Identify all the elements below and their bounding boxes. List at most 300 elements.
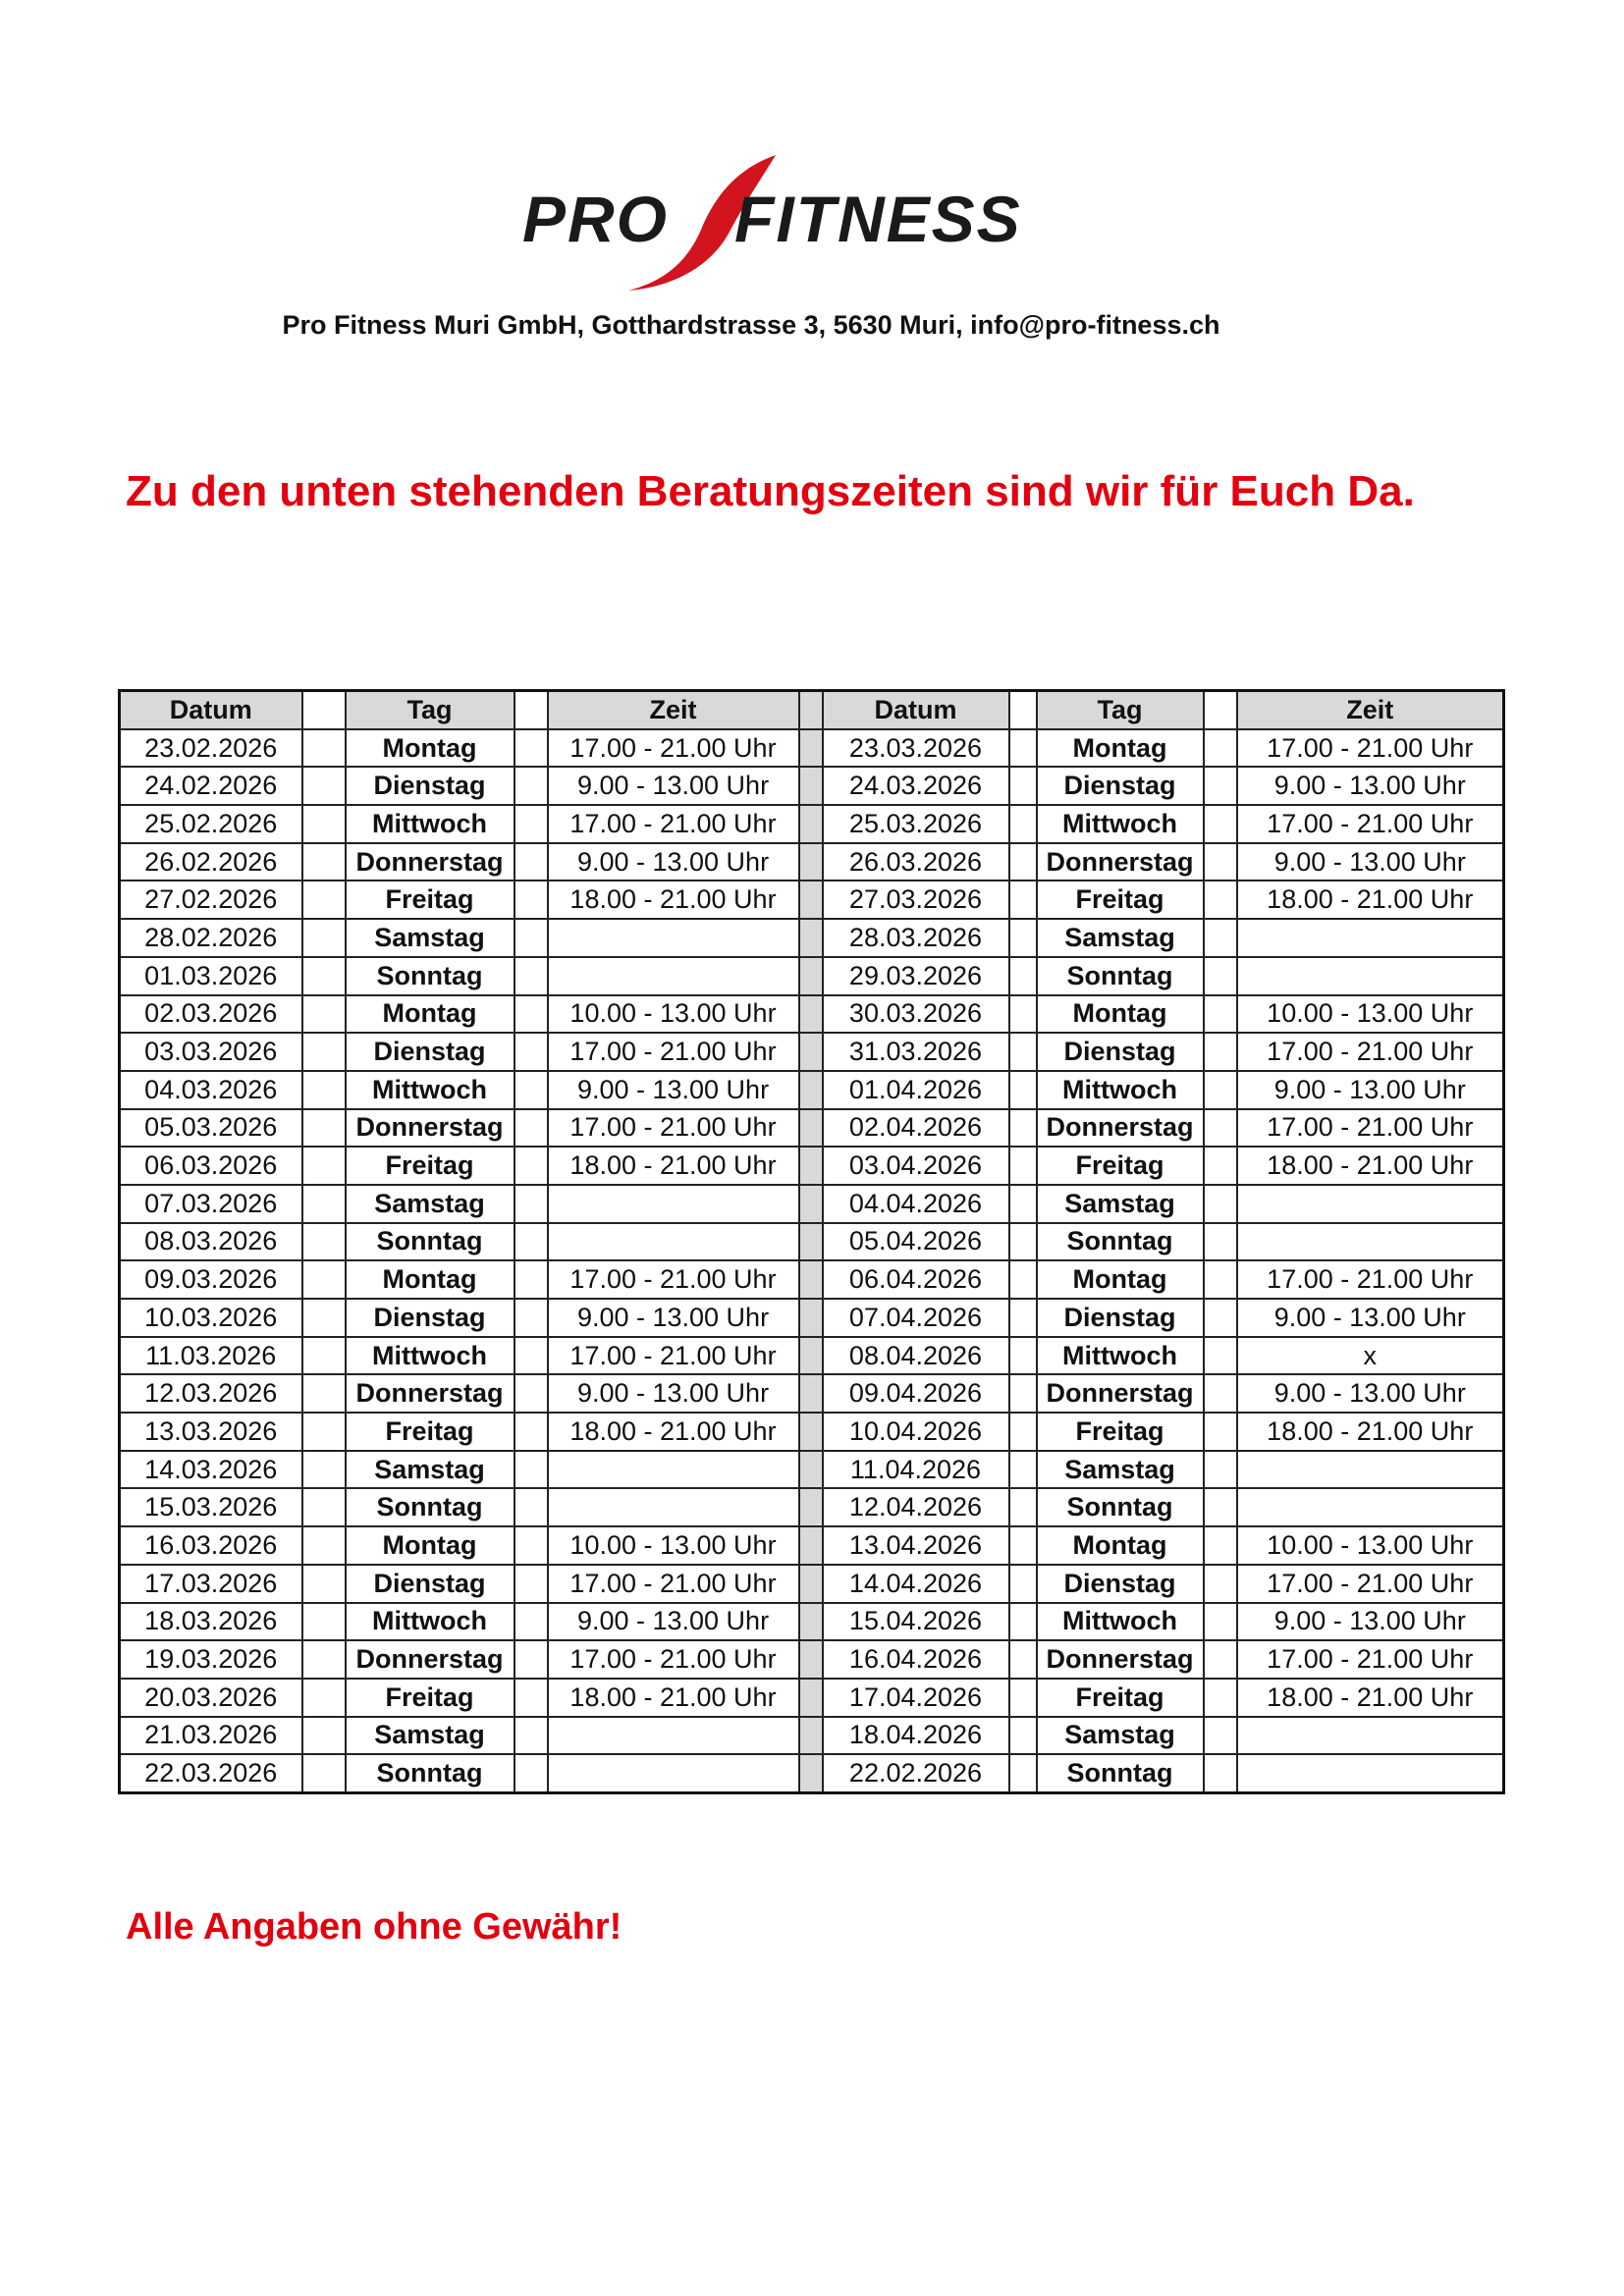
time-cell — [548, 1451, 799, 1489]
spacer-cell — [514, 1754, 548, 1792]
spacer-cell — [1009, 1754, 1037, 1792]
logo-text-fitness: FITNESS — [734, 183, 1022, 255]
spacer-cell — [514, 995, 548, 1034]
date-cell: 02.03.2026 — [120, 995, 302, 1034]
column-divider — [799, 1679, 823, 1717]
date-cell: 12.04.2026 — [823, 1488, 1009, 1526]
spacer-cell — [514, 1488, 548, 1526]
column-divider — [799, 1526, 823, 1565]
time-cell: 17.00 - 21.00 Uhr — [1237, 1260, 1504, 1299]
day-cell: Samstag — [346, 1451, 514, 1489]
time-cell — [548, 1488, 799, 1526]
day-cell: Sonntag — [1037, 1223, 1204, 1261]
spacer-cell — [514, 1109, 548, 1148]
day-cell: Freitag — [1037, 1413, 1204, 1451]
spacer-cell — [1204, 767, 1237, 805]
column-divider — [799, 1717, 823, 1755]
time-cell: 18.00 - 21.00 Uhr — [548, 881, 799, 919]
time-cell: 17.00 - 21.00 Uhr — [548, 805, 799, 843]
spacer-cell — [1204, 1565, 1237, 1603]
day-cell: Donnerstag — [346, 1640, 514, 1679]
date-cell: 04.04.2026 — [823, 1185, 1009, 1223]
spacer-cell — [1009, 1640, 1037, 1679]
time-cell: 18.00 - 21.00 Uhr — [548, 1679, 799, 1717]
time-cell — [1237, 1717, 1504, 1755]
spacer-cell — [302, 919, 346, 957]
spacer-cell — [1009, 691, 1037, 729]
spacer-cell — [514, 1033, 548, 1071]
spacer-cell — [1009, 843, 1037, 881]
table-row — [120, 1451, 1504, 1489]
time-cell: 17.00 - 21.00 Uhr — [1237, 1109, 1504, 1148]
time-cell: 17.00 - 21.00 Uhr — [548, 1640, 799, 1679]
spacer-cell — [1009, 1374, 1037, 1413]
time-cell: 17.00 - 21.00 Uhr — [548, 1109, 799, 1148]
spacer-cell — [1204, 805, 1237, 843]
spacer-cell — [1009, 1717, 1037, 1755]
spacer-cell — [302, 1071, 346, 1109]
spacer-cell — [1204, 1526, 1237, 1565]
table-row — [120, 1147, 1504, 1185]
table-row — [120, 1071, 1504, 1109]
day-cell: Dienstag — [346, 767, 514, 805]
spacer-cell — [302, 1488, 346, 1526]
day-cell: Sonntag — [1037, 957, 1204, 995]
spacer-cell — [1204, 957, 1237, 995]
spacer-cell — [514, 1147, 548, 1185]
column-divider — [799, 1109, 823, 1148]
spacer-cell — [514, 1185, 548, 1223]
time-cell: 18.00 - 21.00 Uhr — [548, 1147, 799, 1185]
spacer-cell — [514, 1071, 548, 1109]
time-cell: 9.00 - 13.00 Uhr — [548, 1299, 799, 1337]
date-cell: 02.04.2026 — [823, 1109, 1009, 1148]
date-cell: 22.03.2026 — [120, 1754, 302, 1792]
spacer-cell — [1009, 1488, 1037, 1526]
spacer-cell — [1204, 1185, 1237, 1223]
date-cell: 18.03.2026 — [120, 1603, 302, 1641]
spacer-cell — [302, 957, 346, 995]
column-divider — [799, 843, 823, 881]
day-cell: Samstag — [346, 1717, 514, 1755]
spacer-cell — [514, 1413, 548, 1451]
company-address: Pro Fitness Muri GmbH, Gotthardstrasse 3, 5630 Muri, info@pro-fitness.ch — [282, 310, 1220, 340]
time-cell: 10.00 - 13.00 Uhr — [1237, 1526, 1504, 1565]
spacer-cell — [1009, 1451, 1037, 1489]
spacer-cell — [1009, 957, 1037, 995]
day-cell: Donnerstag — [346, 1374, 514, 1413]
disclaimer: Alle Angaben ohne Gewähr! — [126, 1906, 623, 1948]
spacer-cell — [302, 805, 346, 843]
time-cell: 18.00 - 21.00 Uhr — [1237, 881, 1504, 919]
day-cell: Montag — [1037, 995, 1204, 1034]
spacer-cell — [1204, 1299, 1237, 1337]
column-divider — [799, 1185, 823, 1223]
header-tag: Tag — [346, 691, 514, 729]
spacer-cell — [514, 1603, 548, 1641]
time-cell: 10.00 - 13.00 Uhr — [548, 995, 799, 1034]
date-cell: 25.03.2026 — [823, 805, 1009, 843]
time-cell: 9.00 - 13.00 Uhr — [548, 1603, 799, 1641]
date-cell: 15.03.2026 — [120, 1488, 302, 1526]
spacer-cell — [514, 1260, 548, 1299]
spacer-cell — [1204, 1033, 1237, 1071]
time-cell — [548, 1717, 799, 1755]
spacer-cell — [302, 1679, 346, 1717]
date-cell: 09.03.2026 — [120, 1260, 302, 1299]
column-divider — [799, 1451, 823, 1489]
day-cell: Sonntag — [1037, 1754, 1204, 1792]
day-cell: Samstag — [1037, 1451, 1204, 1489]
spacer-cell — [1009, 1679, 1037, 1717]
spacer-cell — [302, 1603, 346, 1641]
day-cell: Samstag — [1037, 1717, 1204, 1755]
spacer-cell — [302, 1185, 346, 1223]
table-row — [120, 843, 1504, 881]
day-cell: Dienstag — [1037, 767, 1204, 805]
spacer-cell — [514, 843, 548, 881]
spacer-cell — [1204, 1337, 1237, 1375]
table-row — [120, 995, 1504, 1034]
spacer-cell — [514, 1299, 548, 1337]
day-cell: Samstag — [346, 919, 514, 957]
time-cell — [1237, 1754, 1504, 1792]
date-cell: 13.03.2026 — [120, 1413, 302, 1451]
time-cell — [548, 1754, 799, 1792]
spacer-cell — [302, 1754, 346, 1792]
time-cell: 10.00 - 13.00 Uhr — [548, 1526, 799, 1565]
day-cell: Dienstag — [1037, 1033, 1204, 1071]
time-cell — [1237, 957, 1504, 995]
table-row — [120, 1033, 1504, 1071]
spacer-cell — [1204, 1603, 1237, 1641]
spacer-cell — [514, 1451, 548, 1489]
time-cell — [1237, 1223, 1504, 1261]
time-cell: 9.00 - 13.00 Uhr — [548, 1071, 799, 1109]
day-cell: Donnerstag — [346, 843, 514, 881]
spacer-cell — [1204, 1260, 1237, 1299]
time-cell: 9.00 - 13.00 Uhr — [1237, 1603, 1504, 1641]
time-cell: 18.00 - 21.00 Uhr — [548, 1413, 799, 1451]
day-cell: Freitag — [346, 1679, 514, 1717]
time-cell: 17.00 - 21.00 Uhr — [548, 1260, 799, 1299]
date-cell: 05.04.2026 — [823, 1223, 1009, 1261]
date-cell: 25.02.2026 — [120, 805, 302, 843]
date-cell: 27.02.2026 — [120, 881, 302, 919]
table-row — [120, 957, 1504, 995]
spacer-cell — [514, 1717, 548, 1755]
spacer-cell — [1009, 767, 1037, 805]
spacer-cell — [1204, 1717, 1237, 1755]
spacer-cell — [514, 881, 548, 919]
day-cell: Freitag — [346, 1147, 514, 1185]
header-zeit: Zeit — [548, 691, 799, 729]
date-cell: 01.04.2026 — [823, 1071, 1009, 1109]
day-cell: Mittwoch — [346, 1603, 514, 1641]
table-row — [120, 1223, 1504, 1261]
time-cell — [548, 957, 799, 995]
table-row — [120, 1565, 1504, 1603]
spacer-cell — [1204, 843, 1237, 881]
date-cell: 27.03.2026 — [823, 881, 1009, 919]
day-cell: Montag — [346, 1260, 514, 1299]
spacer-cell — [1009, 1109, 1037, 1148]
time-cell — [548, 1223, 799, 1261]
date-cell: 31.03.2026 — [823, 1033, 1009, 1071]
time-cell — [548, 1185, 799, 1223]
date-cell: 24.02.2026 — [120, 767, 302, 805]
spacer-cell — [1204, 1640, 1237, 1679]
time-cell: 17.00 - 21.00 Uhr — [548, 729, 799, 768]
day-cell: Dienstag — [346, 1033, 514, 1071]
date-cell: 23.02.2026 — [120, 729, 302, 768]
date-cell: 26.03.2026 — [823, 843, 1009, 881]
time-cell — [1237, 1185, 1504, 1223]
date-cell: 07.04.2026 — [823, 1299, 1009, 1337]
spacer-cell — [302, 1451, 346, 1489]
table-row — [120, 1526, 1504, 1565]
date-cell: 07.03.2026 — [120, 1185, 302, 1223]
spacer-cell — [1204, 1147, 1237, 1185]
spacer-cell — [1009, 805, 1037, 843]
date-cell: 01.03.2026 — [120, 957, 302, 995]
date-cell: 11.03.2026 — [120, 1337, 302, 1375]
spacer-cell — [1204, 919, 1237, 957]
time-cell: 17.00 - 21.00 Uhr — [1237, 1640, 1504, 1679]
time-cell: 9.00 - 13.00 Uhr — [1237, 1299, 1504, 1337]
day-cell: Montag — [1037, 1526, 1204, 1565]
date-cell: 05.03.2026 — [120, 1109, 302, 1148]
spacer-cell — [302, 1033, 346, 1071]
date-cell: 28.03.2026 — [823, 919, 1009, 957]
time-cell: 9.00 - 13.00 Uhr — [1237, 1071, 1504, 1109]
day-cell: Donnerstag — [1037, 1109, 1204, 1148]
day-cell: Mittwoch — [1037, 1337, 1204, 1375]
time-cell: 18.00 - 21.00 Uhr — [1237, 1147, 1504, 1185]
date-cell: 03.03.2026 — [120, 1033, 302, 1071]
spacer-cell — [1204, 1451, 1237, 1489]
spacer-cell — [302, 1717, 346, 1755]
day-cell: Sonntag — [346, 1223, 514, 1261]
spacer-cell — [514, 729, 548, 768]
spacer-cell — [1009, 1185, 1037, 1223]
day-cell: Samstag — [1037, 919, 1204, 957]
column-divider — [799, 995, 823, 1034]
spacer-cell — [1009, 729, 1037, 768]
time-cell: 17.00 - 21.00 Uhr — [1237, 805, 1504, 843]
spacer-cell — [1009, 1260, 1037, 1299]
column-divider — [799, 691, 823, 729]
day-cell: Mittwoch — [1037, 805, 1204, 843]
spacer-cell — [302, 691, 346, 729]
date-cell: 08.04.2026 — [823, 1337, 1009, 1375]
column-divider — [799, 1374, 823, 1413]
date-cell: 14.03.2026 — [120, 1451, 302, 1489]
date-cell: 14.04.2026 — [823, 1565, 1009, 1603]
spacer-cell — [302, 1337, 346, 1375]
date-cell: 12.03.2026 — [120, 1374, 302, 1413]
day-cell: Dienstag — [1037, 1299, 1204, 1337]
header-zeit: Zeit — [1237, 691, 1504, 729]
spacer-cell — [302, 1260, 346, 1299]
column-divider — [799, 881, 823, 919]
date-cell: 21.03.2026 — [120, 1717, 302, 1755]
day-cell: Montag — [346, 729, 514, 768]
time-cell: 9.00 - 13.00 Uhr — [548, 767, 799, 805]
date-cell: 06.03.2026 — [120, 1147, 302, 1185]
spacer-cell — [1009, 1033, 1037, 1071]
day-cell: Freitag — [1037, 1147, 1204, 1185]
column-divider — [799, 1337, 823, 1375]
column-divider — [799, 1603, 823, 1641]
pro-fitness-logo — [518, 147, 1078, 294]
table-row — [120, 1337, 1504, 1375]
spacer-cell — [514, 767, 548, 805]
spacer-cell — [1009, 919, 1037, 957]
time-cell: x — [1237, 1337, 1504, 1375]
day-cell: Sonntag — [346, 1488, 514, 1526]
table-row — [120, 1374, 1504, 1413]
day-cell: Sonntag — [346, 1754, 514, 1792]
spacer-cell — [1204, 1679, 1237, 1717]
table-row — [120, 1603, 1504, 1641]
spacer-cell — [1009, 881, 1037, 919]
table-row — [120, 767, 1504, 805]
table-row — [120, 1488, 1504, 1526]
spacer-cell — [302, 1526, 346, 1565]
date-cell: 23.03.2026 — [823, 729, 1009, 768]
column-divider — [799, 1488, 823, 1526]
column-divider — [799, 1640, 823, 1679]
table-row — [120, 729, 1504, 768]
table-row — [120, 881, 1504, 919]
spacer-cell — [1009, 1071, 1037, 1109]
table-row — [120, 805, 1504, 843]
date-cell: 22.02.2026 — [823, 1754, 1009, 1792]
date-cell: 11.04.2026 — [823, 1451, 1009, 1489]
spacer-cell — [1009, 1147, 1037, 1185]
column-divider — [799, 1565, 823, 1603]
spacer-cell — [1009, 1337, 1037, 1375]
table-row — [120, 1299, 1504, 1337]
table-row — [120, 1109, 1504, 1148]
day-cell: Montag — [1037, 1260, 1204, 1299]
header-tag: Tag — [1037, 691, 1204, 729]
table-row — [120, 1260, 1504, 1299]
spacer-cell — [302, 729, 346, 768]
spacer-cell — [514, 1337, 548, 1375]
spacer-cell — [1009, 1603, 1037, 1641]
spacer-cell — [302, 1109, 346, 1148]
time-cell: 17.00 - 21.00 Uhr — [548, 1033, 799, 1071]
table-row — [120, 919, 1504, 957]
time-cell: 17.00 - 21.00 Uhr — [1237, 1033, 1504, 1071]
spacer-cell — [1009, 1526, 1037, 1565]
spacer-cell — [1009, 1565, 1037, 1603]
day-cell: Dienstag — [1037, 1565, 1204, 1603]
day-cell: Mittwoch — [1037, 1071, 1204, 1109]
spacer-cell — [302, 995, 346, 1034]
time-cell: 9.00 - 13.00 Uhr — [1237, 843, 1504, 881]
date-cell: 13.04.2026 — [823, 1526, 1009, 1565]
spacer-cell — [514, 1565, 548, 1603]
spacer-cell — [302, 1565, 346, 1603]
day-cell: Samstag — [1037, 1185, 1204, 1223]
time-cell: 17.00 - 21.00 Uhr — [548, 1565, 799, 1603]
day-cell: Freitag — [1037, 1679, 1204, 1717]
table-row — [120, 1640, 1504, 1679]
date-cell: 10.04.2026 — [823, 1413, 1009, 1451]
date-cell: 16.03.2026 — [120, 1526, 302, 1565]
spacer-cell — [1009, 995, 1037, 1034]
date-cell: 20.03.2026 — [120, 1679, 302, 1717]
day-cell: Montag — [1037, 729, 1204, 768]
day-cell: Montag — [346, 1526, 514, 1565]
day-cell: Donnerstag — [1037, 843, 1204, 881]
date-cell: 08.03.2026 — [120, 1223, 302, 1261]
column-divider — [799, 1299, 823, 1337]
spacer-cell — [1204, 729, 1237, 768]
time-cell: 18.00 - 21.00 Uhr — [1237, 1679, 1504, 1717]
spacer-cell — [1204, 1223, 1237, 1261]
date-cell: 15.04.2026 — [823, 1603, 1009, 1641]
column-divider — [799, 1033, 823, 1071]
day-cell: Samstag — [346, 1185, 514, 1223]
date-cell: 17.04.2026 — [823, 1679, 1009, 1717]
spacer-cell — [1204, 1488, 1237, 1526]
day-cell: Dienstag — [346, 1299, 514, 1337]
date-cell: 30.03.2026 — [823, 995, 1009, 1034]
spacer-cell — [302, 1374, 346, 1413]
table-row — [120, 1185, 1504, 1223]
spacer-cell — [1204, 691, 1237, 729]
spacer-cell — [1204, 1374, 1237, 1413]
header-datum: Datum — [120, 691, 302, 729]
column-divider — [799, 1754, 823, 1792]
day-cell: Freitag — [1037, 881, 1204, 919]
day-cell: Mittwoch — [346, 1071, 514, 1109]
column-divider — [799, 805, 823, 843]
time-cell: 9.00 - 13.00 Uhr — [1237, 1374, 1504, 1413]
spacer-cell — [302, 1413, 346, 1451]
time-cell: 9.00 - 13.00 Uhr — [1237, 767, 1504, 805]
time-cell — [1237, 919, 1504, 957]
time-cell: 17.00 - 21.00 Uhr — [1237, 1565, 1504, 1603]
time-cell — [1237, 1451, 1504, 1489]
spacer-cell — [302, 843, 346, 881]
column-divider — [799, 1223, 823, 1261]
spacer-cell — [1204, 881, 1237, 919]
spacer-cell — [1204, 1109, 1237, 1148]
date-cell: 06.04.2026 — [823, 1260, 1009, 1299]
spacer-cell — [302, 1223, 346, 1261]
time-cell: 9.00 - 13.00 Uhr — [548, 1374, 799, 1413]
spacer-cell — [514, 805, 548, 843]
column-divider — [799, 1147, 823, 1185]
date-cell: 28.02.2026 — [120, 919, 302, 957]
date-cell: 17.03.2026 — [120, 1565, 302, 1603]
time-cell: 17.00 - 21.00 Uhr — [1237, 729, 1504, 768]
table-row — [120, 1754, 1504, 1792]
date-cell: 19.03.2026 — [120, 1640, 302, 1679]
column-divider — [799, 1260, 823, 1299]
time-cell: 9.00 - 13.00 Uhr — [548, 843, 799, 881]
spacer-cell — [514, 1526, 548, 1565]
spacer-cell — [514, 1640, 548, 1679]
time-cell: 17.00 - 21.00 Uhr — [548, 1337, 799, 1375]
time-cell: 10.00 - 13.00 Uhr — [1237, 995, 1504, 1034]
date-cell: 10.03.2026 — [120, 1299, 302, 1337]
